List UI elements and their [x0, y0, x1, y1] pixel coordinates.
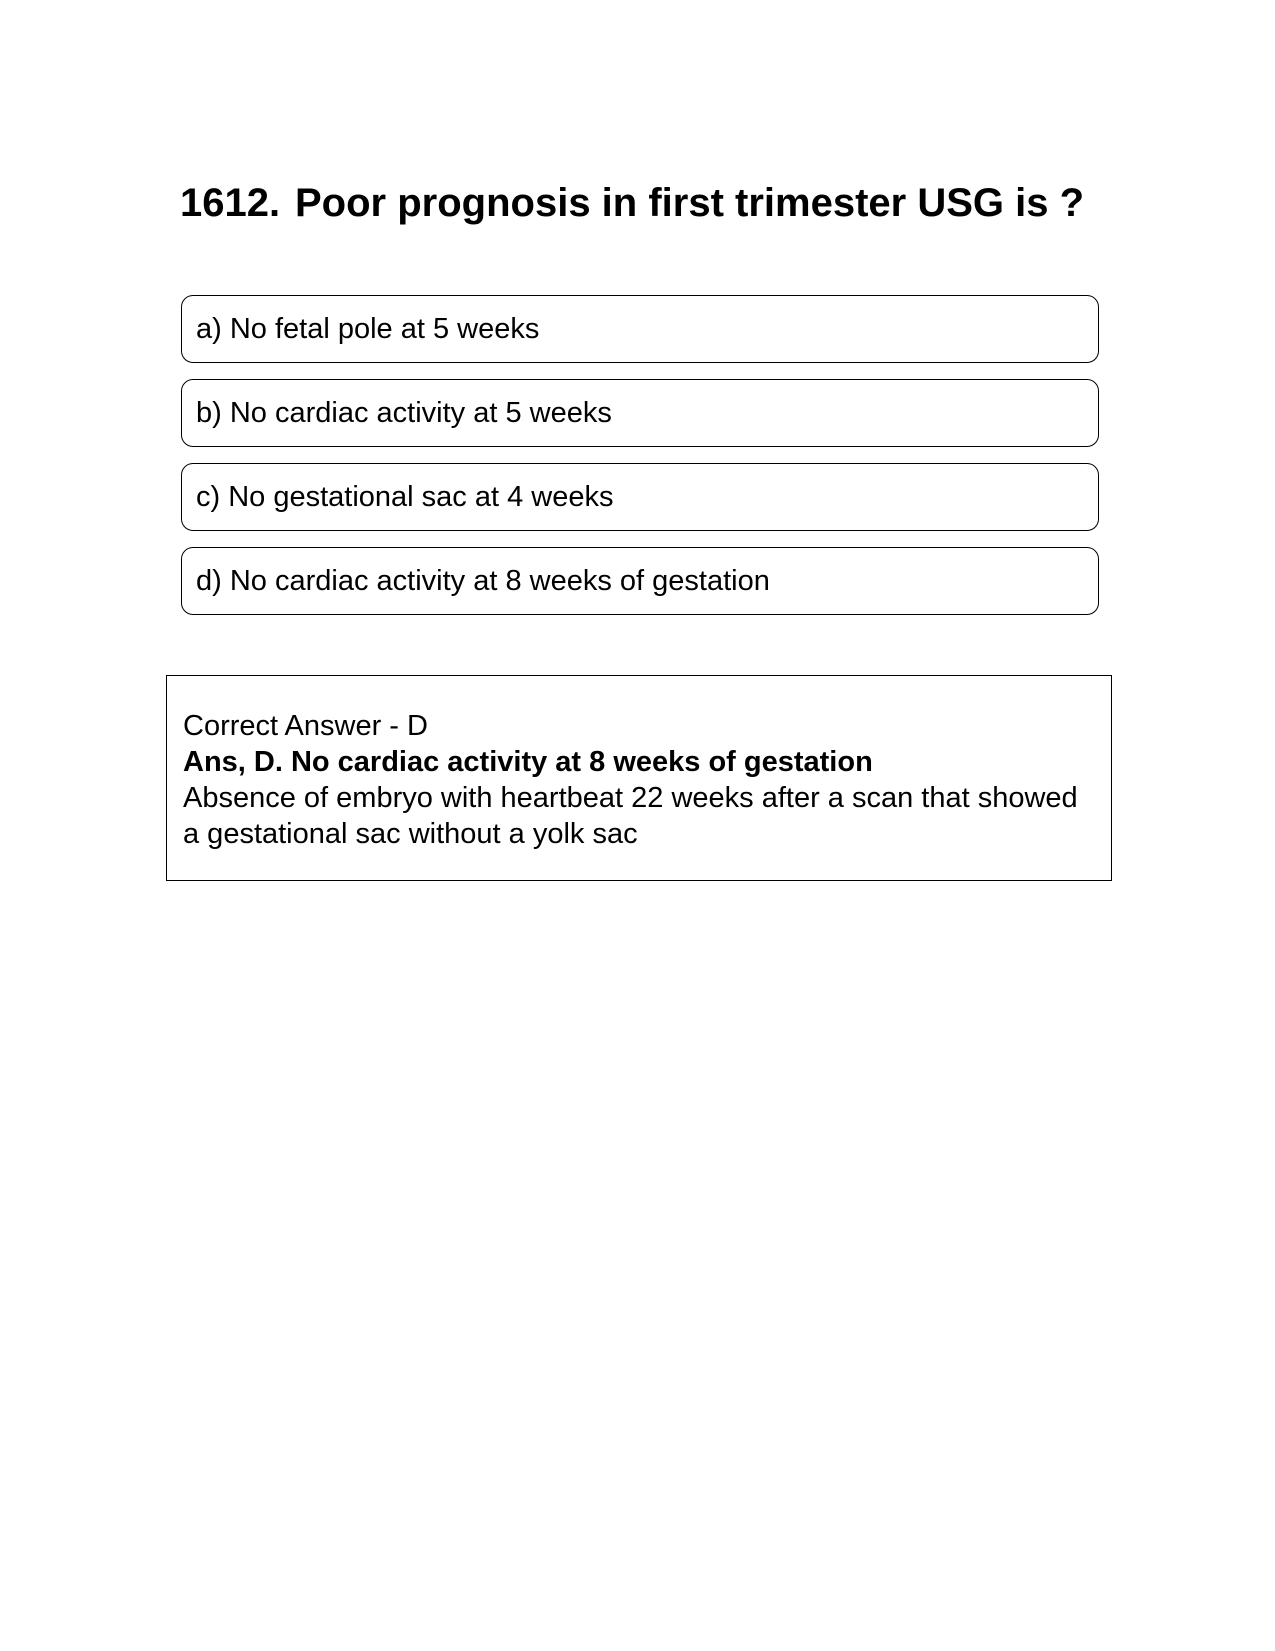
option-a[interactable]: a) No fetal pole at 5 weeks — [181, 295, 1099, 363]
question-number: 1612. — [180, 181, 281, 225]
correct-answer-line: Correct Answer - D — [183, 710, 428, 742]
question-text: Poor prognosis in first trimester USG is ? — [295, 181, 1085, 225]
answer-title: Ans, D. No cardiac activity at 8 weeks of gestation — [183, 746, 873, 778]
options-list — [181, 295, 1099, 631]
answer-box — [166, 675, 1112, 881]
option-b[interactable]: b) No cardiac activity at 5 weeks — [181, 379, 1099, 447]
option-d[interactable]: d) No cardiac activity at 8 weeks of gestation — [181, 547, 1099, 615]
answer-explanation: Absence of embryo with heartbeat 22 weeks after a scan that showed a gestational sac without a yolk sac — [183, 782, 1078, 850]
option-c[interactable]: c) No gestational sac at 4 weeks — [181, 463, 1099, 531]
question-heading — [180, 178, 1100, 229]
